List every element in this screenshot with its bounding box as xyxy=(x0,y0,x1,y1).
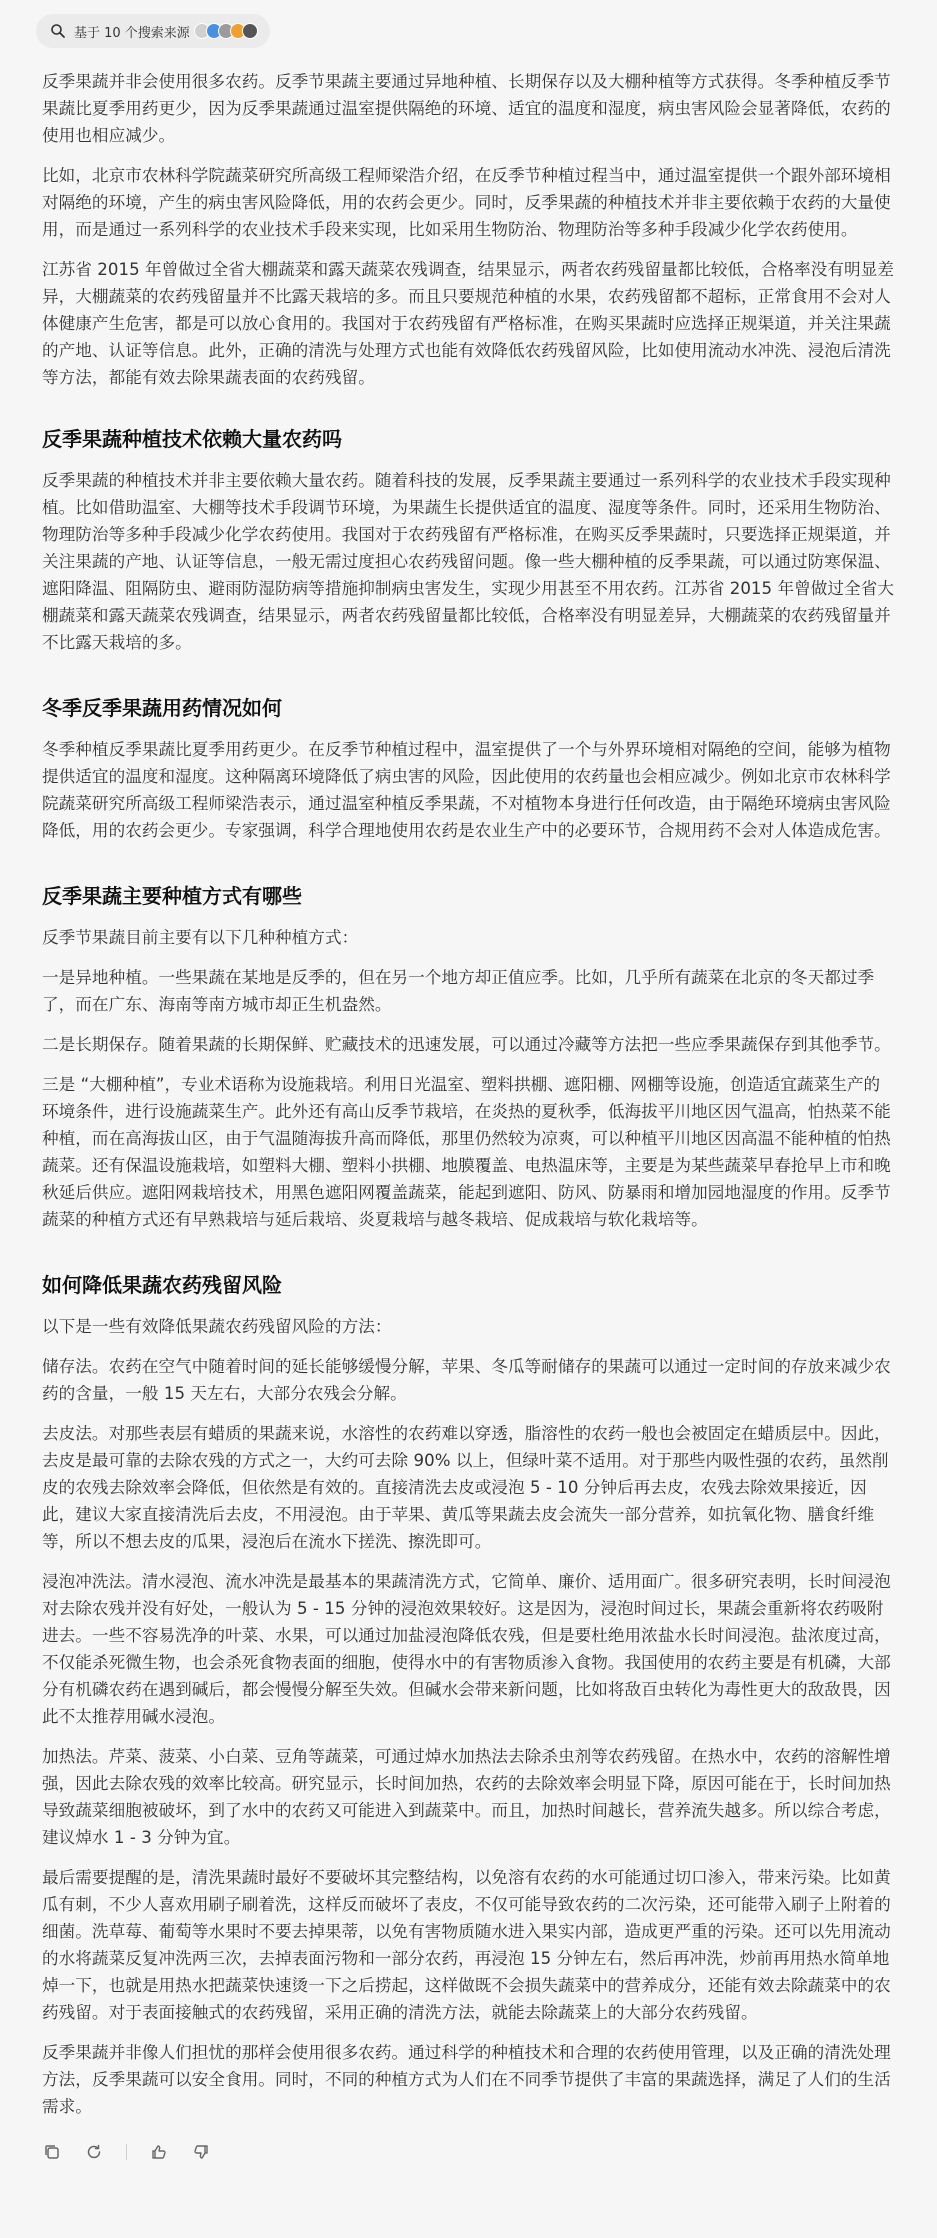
answer-actions xyxy=(42,2142,915,2162)
answer-paragraph: 加热法。芹菜、菠菜、小白菜、豆角等蔬菜，可通过焯水加热法去除杀虫剂等农药残留。在热水中，农药的溶解性增强，因此去除农残的效率比较高。研究显示，长时间加热，农药的去除效率会明显下降，原因可能在于，长时间加热导致蔬菜细胞被破坏，到了水中的农药又可能进入到蔬菜中。而且，加热时间越长，营养流失越多。所以综合考虑，建议焯水 1 - 3 分钟为宜。 xyxy=(42,1747,891,1847)
answer-paragraph: 冬季种植反季果蔬比夏季用药更少。在反季节种植过程中，温室提供了一个与外界环境相对隔绝的空间，能够为植物提供适宜的温度和湿度。这种隔离环境降低了病虫害的风险，因此使用的农药量也会相应减少。例如北京市农林科学院蔬菜研究所高级工程师梁浩表示，通过温室种植反季果蔬，不对植物本身进行任何改造，由于隔绝环境病虫害风险降低，用的农药会更少。专家强调，科学合理地使用农药是农业生产中的必要环节，合规用药不会对人体造成危害。 xyxy=(42,740,891,840)
answer-paragraph: 以下是一些有效降低果蔬农药残留风险的方法： xyxy=(42,1317,392,1336)
answer-paragraph: 三是 “大棚种植”，专业术语称为设施栽培。利用日光温室、塑料拱棚、遮阳棚、网棚等设施，创造适宜蔬菜生产的环境条件，进行设施蔬菜生产。此外还有高山反季节栽培，在炎热的夏秋季，低海拔平川地区因气温高，怕热菜不能种植，而在高海拔山区，由于气温随海拔升高而降低，那里仍然较为凉爽，可以种植平川地区因高温不能种植的怕热蔬菜。还有保温设施栽培，如塑料大棚、塑料小拱棚、地膜覆盖、电热温床等，主要是为某些蔬菜早春抢早上市和晚秋延后供应。遮阳网栽培技术，用黑色遮阳网覆盖蔬菜，能起到遮阳、防风、防暴雨和增加园地湿度的作用。反季节蔬菜的种植方式还有早熟栽培与延后栽培、炎夏栽培与越冬栽培、促成栽培与软化栽培等。 xyxy=(42,1075,891,1229)
answer-paragraph: 二是长期保存。随着果蔬的长期保鲜、贮藏技术的迅速发展，可以通过冷藏等方法把一些应季果蔬保存到其他季节。 xyxy=(42,1035,891,1054)
actions-divider xyxy=(126,2144,127,2160)
section-heading: 冬季反季果蔬用药情况如何 xyxy=(42,696,282,720)
answer-paragraph: 江苏省 2015 年曾做过全省大棚蔬菜和露天蔬菜农残调查，结果显示，两者农药残留量都比较低，合格率没有明显差异，大棚蔬菜的农药残留量并不比露天栽培的多。而且只要规范种植的水果，农药残留都不超标，正常食用不会对人体健康产生危害，都是可以放心食用的。我国对于农药残留有严格标准，在购买果蔬时应选择正规渠道，并关注果蔬的产地、认证等信息。此外，正确的清洗与处理方式也能有效降低农药残留风险，比如使用流动水冲洗、浸泡后清洗等方法，都能有效去除果蔬表面的农药残留。 xyxy=(42,260,894,387)
answer-body xyxy=(22,48,915,2120)
answer-paragraph: 一是异地种植。一些果蔬在某地是反季的，但在另一个地方却正值应季。比如，几乎所有蔬菜在北京的冬天都过季了，而在广东、海南等南方城市却正生机盎然。 xyxy=(42,968,875,1014)
answer-paragraph: 浸泡冲洗法。清水浸泡、流水冲洗是最基本的果蔬清洗方式，它简单、廉价、适用面广。很多研究表明，长时间浸泡对去除农残并没有好处，一般认为 5 - 15 分钟的浸泡效果较好。这是因为，浸泡时间过长，果蔬会重新将农药吸附进去。一些不容易洗净的叶菜、水果，可以通过加盐浸泡降低农残，但是要杜绝用浓盐水长时间浸泡。盐浓度过高，不仅能杀死微生物，也会杀死食物表面的细胞，使得水中的有害物质渗入食物。我国使用的农药主要是有机磷，大部分有机磷农药在遇到碱后，都会慢慢分解至失效。但碱水会带来新问题，比如将敌百虫转化为毒性更大的敌敌畏，因此不太推荐用碱水浸泡。 xyxy=(42,1572,891,1726)
answer-paragraph: 反季果蔬的种植技术并非主要依赖大量农药。随着科技的发展，反季果蔬主要通过一系列科学的农业技术手段实现种植。比如借助温室、大棚等技术手段调节环境，为果蔬生长提供适宜的温度、湿度等条件。同时，还采用生物防治、物理防治等多种手段减少化学农药使用。我国对于农药残留有严格标准，在购买反季果蔬时，只要选择正规渠道，并关注果蔬的产地、认证等信息，一般无需过度担心农药残留问题。像一些大棚种植的反季果蔬，可以通过防寒保温、遮阳降温、阻隔防虫、避雨防湿防病等措施抑制病虫害发生，实现少用甚至不用农药。江苏省 2015 年曾做过全省大棚蔬菜和露天蔬菜农残调查，结果显示，两者农药残留量都比较低，合格率没有明显差异，大棚蔬菜的农药残留量并不比露天栽培的多。 xyxy=(42,471,894,652)
section-heading: 反季果蔬种植技术依赖大量农药吗 xyxy=(42,427,342,451)
copy-button[interactable] xyxy=(42,2142,62,2162)
answer-container xyxy=(22,0,915,2162)
regenerate-button[interactable] xyxy=(84,2142,104,2162)
answer-paragraph: 去皮法。对那些表层有蜡质的果蔬来说，水溶性的农药难以穿透，脂溶性的农药一般也会被固定在蜡质层中。因此，去皮是最可靠的去除农残的方式之一，大约可去除 90% 以上，但绿叶菜不适用。对于那些内吸性强的农药，虽然削皮的农残去除效率会降低，但依然是有效的。直接清洗去皮或浸泡 5 - 10 分钟后再去皮，农残去除效果接近，因此，建议大家直接清洗后去皮，不用浸泡。由于苹果、黄瓜等果蔬去皮会流失一部分营养，如抗氧化物、膳食纤维等，所以不想去皮的瓜果，浸泡后在流水下搓洗、擦洗即可。 xyxy=(42,1424,891,1551)
thumbs-down-icon xyxy=(192,2143,210,2161)
section-heading: 如何降低果蔬农药残留风险 xyxy=(42,1273,282,1297)
copy-icon xyxy=(43,2143,61,2161)
thumbs-up-button[interactable] xyxy=(149,2142,169,2162)
answer-paragraph: 反季果蔬并非像人们担忧的那样会使用很多农药。通过科学的种植技术和合理的农药使用管理，以及正确的清洗处理方法，反季果蔬可以安全食用。同时，不同的种植方式为人们在不同季节提供了丰富的果蔬选择，满足了人们的生活需求。 xyxy=(42,2043,891,2116)
search-sources-icon xyxy=(50,23,66,39)
search-sources-button[interactable] xyxy=(36,14,270,48)
answer-paragraph: 反季果蔬并非会使用很多农药。反季节果蔬主要通过异地种植、长期保存以及大棚种植等方式获得。冬季种植反季节果蔬比夏季用药更少，因为反季果蔬通过温室提供隔绝的环境、适宜的温度和湿度，病虫害风险会显著降低，农药的使用也相应减少。 xyxy=(42,72,891,145)
answer-paragraph: 储存法。农药在空气中随着时间的延长能够缓慢分解，苹果、冬瓜等耐储存的果蔬可以通过一定时间的存放来减少农药的含量，一般 15 天左右，大部分农残会分解。 xyxy=(42,1357,891,1403)
regenerate-icon xyxy=(85,2143,103,2161)
answer-paragraph: 反季节果蔬目前主要有以下几种种植方式： xyxy=(42,928,359,947)
source-favicons xyxy=(198,23,258,39)
search-sources-label: 基于 10 个搜索来源 xyxy=(74,25,190,41)
answer-paragraph: 比如，北京市农林科学院蔬菜研究所高级工程师梁浩介绍，在反季节种植过程当中，通过温室提供一个跟外部环境相对隔绝的环境，产生的病虫害风险降低，用的农药会更少。同时，反季果蔬的种植技术并非主要依赖于农药的大量使用，而是通过一系列科学的农业技术手段来实现，比如采用生物防治、物理防治等多种手段减少化学农药使用。 xyxy=(42,166,891,239)
answer-paragraph: 最后需要提醒的是，清洗果蔬时最好不要破坏其完整结构，以免溶有农药的水可能通过切口渗入，带来污染。比如黄瓜有刺，不少人喜欢用刷子刷着洗，这样反而破坏了表皮，不仅可能导致农药的二次污染，还可能带入刷子上附着的细菌。洗草莓、葡萄等水果时不要去掉果蒂，以免有害物质随水进入果实内部，造成更严重的污染。还可以先用流动的水将蔬菜反复冲洗两三次，去掉表面污物和一部分农药，再浸泡 15 分钟左右，然后再冲洗，炒前再用热水简单地焯一下，也就是用热水把蔬菜快速烫一下之后捞起，这样做既不会损失蔬菜中的营养成分，还能有效去除蔬菜中的农药残留。对于表面接触式的农药残留，采用正确的清洗方法，就能去除蔬菜上的大部分农药残留。 xyxy=(42,1868,891,2022)
section-heading: 反季果蔬主要种植方式有哪些 xyxy=(42,884,302,908)
thumbs-up-icon xyxy=(150,2143,168,2161)
thumbs-down-button[interactable] xyxy=(191,2142,211,2162)
source-favicon-icon xyxy=(242,23,258,39)
